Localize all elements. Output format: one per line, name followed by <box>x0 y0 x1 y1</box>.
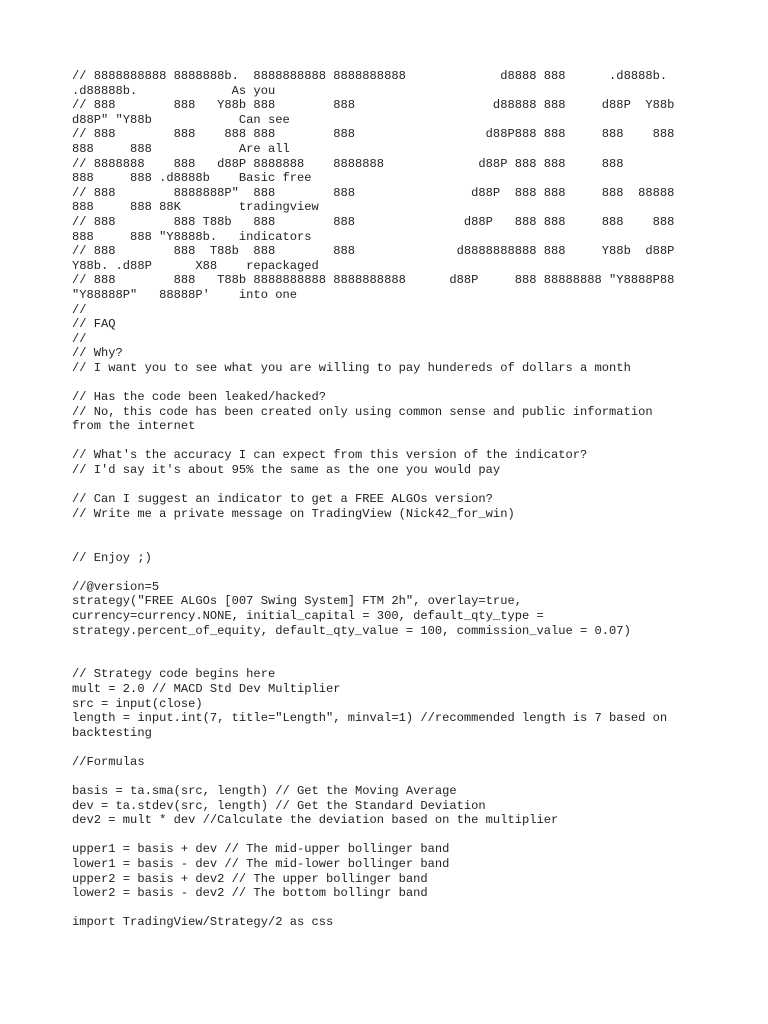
code-line: dev2 = mult * dev //Calculate the deviation based on the multiplier <box>72 813 559 828</box>
code-line: upper2 = basis + dev2 // The upper bollinger band <box>72 871 428 886</box>
code-line: // Why? <box>72 346 123 361</box>
code-line <box>72 740 702 755</box>
code-line: // 8888888888 8888888b. 8888888888 8888888888 d8888 888 .d8888b. <box>72 69 668 83</box>
code-line: .d88888b. As you <box>72 83 276 98</box>
code-line: // Write me a private message on TradingView (Nick42_for_win) <box>72 506 515 521</box>
code-line: // 888 888 T88b 888 888 d88P 888 888 888 888 <box>72 214 675 229</box>
code-line <box>72 901 702 916</box>
code-line: // 888 888 888 888 888 d88P888 888 888 888 <box>72 127 675 142</box>
code-line: src = input(close) <box>72 696 203 711</box>
code-line <box>72 653 702 668</box>
code-line: // I want you to see what you are willing to pay hundereds of dollars a month <box>72 360 631 375</box>
code-line: length = input.int(7, title="Length", minval=1) //recommended length is 7 based on <box>72 711 668 726</box>
code-line: 888 888 "Y8888b. indicators <box>72 229 312 244</box>
code-line: //@version=5 <box>72 579 160 594</box>
code-line: // No, this code has been created only using common sense and public information <box>72 404 653 419</box>
code-line: // 888 888 Y88b 888 888 d88888 888 d88P Y88b <box>72 98 675 113</box>
code-line <box>72 536 702 551</box>
code-line: // 888 8888888P" 888 888 d88P 888 888 888 88888 <box>72 185 675 200</box>
code-line: // What's the accuracy I can expect from this version of the indicator? <box>72 448 588 463</box>
code-line: basis = ta.sma(src, length) // Get the Moving Average <box>72 784 457 799</box>
code-line: d88P" "Y88b Can see <box>72 112 290 127</box>
code-line: // Strategy code begins here <box>72 667 276 682</box>
code-line <box>72 521 702 536</box>
code-line: Y88b. .d88P X88 repackaged <box>72 258 319 273</box>
code-line <box>72 638 702 653</box>
code-line: // FAQ <box>72 317 116 332</box>
code-line: //Formulas <box>72 754 145 769</box>
code-line: // I'd say it's about 95% the same as the one you would pay <box>72 463 501 478</box>
code-line: // Can I suggest an indicator to get a FREE ALGOs version? <box>72 492 493 507</box>
code-line: // 888 888 T88b 888 888 d8888888888 888 Y88b d88P <box>72 244 675 259</box>
code-line <box>72 478 702 493</box>
code-line: upper1 = basis + dev // The mid-upper bollinger band <box>72 842 450 857</box>
code-line <box>72 434 702 449</box>
code-line: 888 888 .d8888b Basic free <box>72 171 312 186</box>
code-line: strategy.percent_of_equity, default_qty_value = 100, commission_value = 0.07) <box>72 623 631 638</box>
code-line: lower2 = basis - dev2 // The bottom bollingr band <box>72 886 428 901</box>
code-line: // Has the code been leaked/hacked? <box>72 390 327 405</box>
code-line: strategy("FREE ALGOs [007 Swing System] FTM 2h", overlay=true, <box>72 594 522 609</box>
code-line: // <box>72 331 87 346</box>
code-line: lower1 = basis - dev // The mid-lower bollinger band <box>72 857 450 872</box>
code-document <box>72 69 702 930</box>
code-line: // Enjoy ;) <box>72 550 152 565</box>
code-line: mult = 2.0 // MACD Std Dev Multiplier <box>72 681 341 696</box>
code-line <box>72 375 702 390</box>
code-line: // <box>72 302 87 317</box>
code-line <box>72 770 702 785</box>
code-line: 888 888 Are all <box>72 141 290 156</box>
code-line: backtesting <box>72 725 152 740</box>
code-line: currency=currency.NONE, initial_capital = 300, default_qty_type = <box>72 608 544 623</box>
code-line: // 888 888 T88b 8888888888 8888888888 d88P 888 88888888 "Y8888P88 <box>72 273 675 288</box>
code-line: dev = ta.stdev(src, length) // Get the Standard Deviation <box>72 798 486 813</box>
code-line: import TradingView/Strategy/2 as css <box>72 915 334 930</box>
code-line: from the internet <box>72 419 196 434</box>
code-line: "Y88888P" 88888P' into one <box>72 287 297 302</box>
code-line <box>72 828 702 843</box>
code-line: 888 888 88K tradingview <box>72 200 319 215</box>
code-line <box>72 565 702 580</box>
code-line: // 8888888 888 d88P 8888888 8888888 d88P 888 888 888 <box>72 156 624 171</box>
